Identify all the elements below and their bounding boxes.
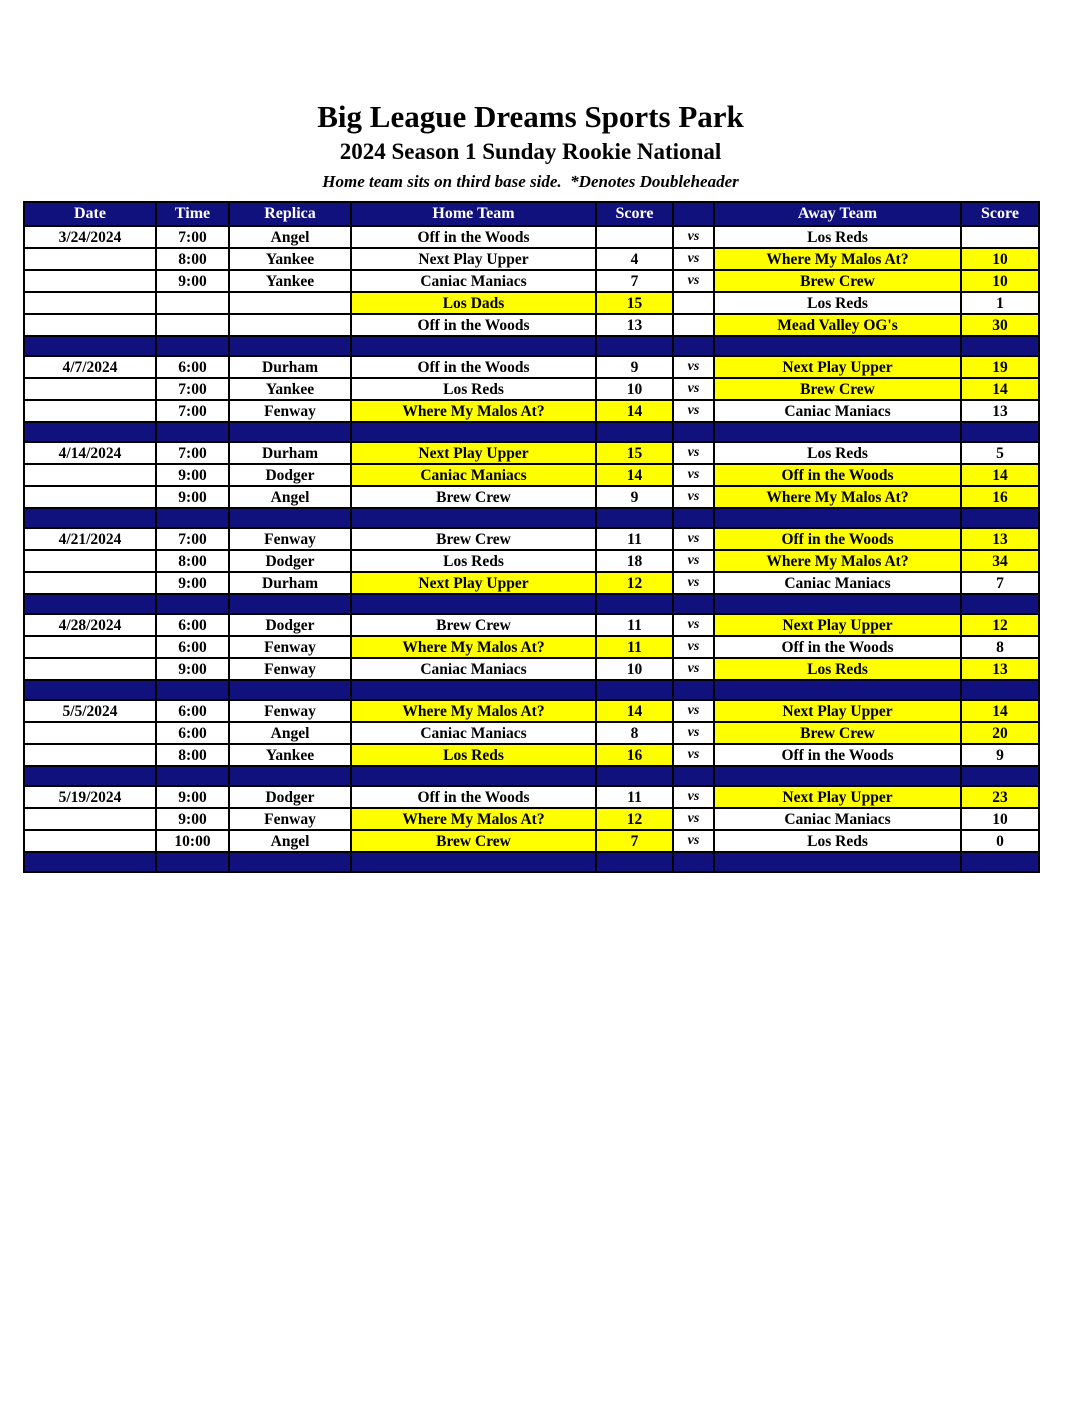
away-team-cell: Off in the Woods [714,636,961,658]
separator-cell [961,680,1039,700]
date-cell: 3/24/2024 [24,226,156,248]
header-row [24,202,1039,226]
vs-cell: vs [673,614,714,636]
away-team-cell: Mead Valley OG's [714,314,961,336]
home-team-cell: Caniac Maniacs [351,658,596,680]
game-row [24,614,1039,636]
replica-cell: Dodger [229,786,351,808]
home-score-cell: 10 [596,378,673,400]
separator-cell [351,336,596,356]
home-score-cell: 10 [596,658,673,680]
away-team-cell: Next Play Upper [714,700,961,722]
away-team-cell: Where My Malos At? [714,486,961,508]
away-score-cell: 7 [961,572,1039,594]
away-score-cell: 13 [961,658,1039,680]
date-cell [24,658,156,680]
separator-cell [714,422,961,442]
home-team-cell: Brew Crew [351,614,596,636]
time-cell: 8:00 [156,550,229,572]
header-time: Time [156,202,229,226]
time-cell: 9:00 [156,572,229,594]
vs-cell: vs [673,830,714,852]
game-row [24,356,1039,378]
away-team-cell: Where My Malos At? [714,550,961,572]
date-cell [24,722,156,744]
date-cell: 5/5/2024 [24,700,156,722]
home-team-cell: Next Play Upper [351,248,596,270]
away-team-cell: Los Reds [714,292,961,314]
separator-cell [229,594,351,614]
date-cell [24,808,156,830]
game-row [24,722,1039,744]
time-cell: 6:00 [156,722,229,744]
separator-row [24,594,1039,614]
page-title: Big League Dreams Sports Park [317,99,744,134]
separator-cell [229,508,351,528]
separator-row [24,766,1039,786]
separator-cell [714,336,961,356]
time-cell: 6:00 [156,700,229,722]
away-score-cell: 0 [961,830,1039,852]
separator-cell [156,852,229,872]
separator-cell [714,594,961,614]
home-score-cell: 14 [596,700,673,722]
replica-cell: Fenway [229,808,351,830]
date-cell [24,292,156,314]
date-cell [24,550,156,572]
replica-cell: Angel [229,486,351,508]
separator-cell [156,766,229,786]
time-cell [156,314,229,336]
separator-cell [961,336,1039,356]
away-score-cell: 8 [961,636,1039,658]
time-cell: 7:00 [156,528,229,550]
separator-cell [961,766,1039,786]
home-team-cell: Off in the Woods [351,786,596,808]
vs-cell: vs [673,464,714,486]
replica-cell: Durham [229,356,351,378]
away-score-cell: 30 [961,314,1039,336]
away-team-cell: Los Reds [714,830,961,852]
date-cell [24,378,156,400]
separator-cell [24,422,156,442]
date-cell [24,314,156,336]
separator-cell [156,336,229,356]
time-cell: 7:00 [156,378,229,400]
home-score-cell: 11 [596,786,673,808]
time-cell: 7:00 [156,226,229,248]
separator-cell [351,766,596,786]
separator-cell [24,508,156,528]
header-home-score: Score [596,202,673,226]
time-cell: 8:00 [156,744,229,766]
time-cell: 9:00 [156,486,229,508]
date-cell [24,572,156,594]
vs-cell: vs [673,486,714,508]
game-row [24,572,1039,594]
vs-cell: vs [673,636,714,658]
away-team-cell: Off in the Woods [714,528,961,550]
vs-cell: vs [673,700,714,722]
vs-cell: vs [673,786,714,808]
header-away-score: Score [961,202,1039,226]
home-team-cell: Brew Crew [351,528,596,550]
separator-cell [351,508,596,528]
away-team-cell: Next Play Upper [714,356,961,378]
date-cell [24,486,156,508]
home-team-cell: Off in the Woods [351,314,596,336]
time-cell: 6:00 [156,614,229,636]
away-score-cell: 10 [961,270,1039,292]
home-score-cell: 12 [596,808,673,830]
home-team-cell: Los Reds [351,550,596,572]
time-cell: 8:00 [156,248,229,270]
separator-cell [961,852,1039,872]
separator-cell [24,680,156,700]
home-team-cell: Los Reds [351,378,596,400]
away-score-cell: 10 [961,808,1039,830]
time-cell [156,292,229,314]
away-team-cell: Brew Crew [714,270,961,292]
away-team-cell: Caniac Maniacs [714,572,961,594]
game-row [24,248,1039,270]
separator-cell [673,766,714,786]
away-team-cell: Where My Malos At? [714,248,961,270]
vs-cell [673,314,714,336]
home-score-cell: 13 [596,314,673,336]
date-cell [24,270,156,292]
vs-cell: vs [673,248,714,270]
separator-cell [24,852,156,872]
game-row [24,830,1039,852]
home-score-cell: 11 [596,636,673,658]
away-score-cell: 34 [961,550,1039,572]
replica-cell: Angel [229,830,351,852]
home-team-cell: Caniac Maniacs [351,464,596,486]
away-score-cell: 14 [961,700,1039,722]
home-team-cell: Where My Malos At? [351,400,596,422]
separator-cell [351,422,596,442]
title-block [23,0,1038,192]
separator-cell [24,336,156,356]
header-replica: Replica [229,202,351,226]
game-row [24,270,1039,292]
home-score-cell [596,226,673,248]
replica-cell: Dodger [229,464,351,486]
replica-cell: Yankee [229,248,351,270]
replica-cell: Fenway [229,658,351,680]
separator-cell [229,680,351,700]
vs-cell: vs [673,658,714,680]
header-home-team: Home Team [351,202,596,226]
home-team-cell: Caniac Maniacs [351,722,596,744]
separator-cell [229,336,351,356]
away-score-cell: 9 [961,744,1039,766]
separator-cell [351,852,596,872]
replica-cell: Yankee [229,378,351,400]
away-team-cell: Next Play Upper [714,614,961,636]
separator-cell [714,852,961,872]
home-score-cell: 9 [596,356,673,378]
replica-cell [229,292,351,314]
header-date: Date [24,202,156,226]
home-score-cell: 14 [596,400,673,422]
home-team-cell: Off in the Woods [351,226,596,248]
time-cell: 9:00 [156,808,229,830]
vs-cell: vs [673,270,714,292]
separator-cell [673,594,714,614]
date-cell: 4/7/2024 [24,356,156,378]
time-cell: 9:00 [156,786,229,808]
separator-cell [351,594,596,614]
away-team-cell: Caniac Maniacs [714,808,961,830]
game-row [24,400,1039,422]
replica-cell [229,314,351,336]
separator-cell [596,336,673,356]
home-score-cell: 8 [596,722,673,744]
date-cell [24,464,156,486]
separator-cell [714,766,961,786]
home-team-note: Home team sits on third base side. *Denotes Doubleheader [322,171,739,191]
game-row [24,786,1039,808]
separator-cell [596,508,673,528]
separator-cell [229,852,351,872]
vs-cell: vs [673,572,714,594]
home-score-cell: 18 [596,550,673,572]
vs-cell: vs [673,550,714,572]
replica-cell: Dodger [229,614,351,636]
home-team-cell: Brew Crew [351,830,596,852]
away-team-cell: Brew Crew [714,378,961,400]
separator-row [24,422,1039,442]
game-row [24,744,1039,766]
replica-cell: Yankee [229,270,351,292]
game-row [24,292,1039,314]
home-team-cell: Los Reds [351,744,596,766]
away-score-cell: 10 [961,248,1039,270]
game-row [24,378,1039,400]
vs-cell: vs [673,442,714,464]
vs-cell: vs [673,722,714,744]
home-score-cell: 16 [596,744,673,766]
separator-cell [229,766,351,786]
separator-row [24,508,1039,528]
home-score-cell: 12 [596,572,673,594]
away-team-cell: Los Reds [714,658,961,680]
away-team-cell: Caniac Maniacs [714,400,961,422]
separator-cell [961,422,1039,442]
home-team-cell: Brew Crew [351,486,596,508]
separator-cell [673,852,714,872]
game-row [24,528,1039,550]
away-score-cell: 20 [961,722,1039,744]
date-cell [24,248,156,270]
time-cell: 6:00 [156,356,229,378]
away-team-cell: Off in the Woods [714,744,961,766]
time-cell: 7:00 [156,400,229,422]
home-score-cell: 15 [596,292,673,314]
vs-cell: vs [673,528,714,550]
game-row [24,226,1039,248]
game-row [24,314,1039,336]
date-cell [24,744,156,766]
game-row [24,700,1039,722]
schedule-table [23,201,1040,873]
separator-cell [156,680,229,700]
home-team-cell: Next Play Upper [351,442,596,464]
home-score-cell: 11 [596,614,673,636]
home-score-cell: 9 [596,486,673,508]
replica-cell: Angel [229,722,351,744]
away-score-cell: 14 [961,378,1039,400]
separator-cell [673,508,714,528]
separator-row [24,680,1039,700]
separator-cell [596,680,673,700]
separator-row [24,852,1039,872]
home-team-cell: Off in the Woods [351,356,596,378]
home-team-cell: Where My Malos At? [351,808,596,830]
away-score-cell [961,226,1039,248]
separator-cell [24,594,156,614]
home-team-cell: Los Dads [351,292,596,314]
away-score-cell: 16 [961,486,1039,508]
vs-cell: vs [673,744,714,766]
separator-cell [351,680,596,700]
time-cell: 7:00 [156,442,229,464]
home-score-cell: 14 [596,464,673,486]
replica-cell: Dodger [229,550,351,572]
separator-cell [673,336,714,356]
separator-cell [156,594,229,614]
date-cell [24,636,156,658]
away-score-cell: 1 [961,292,1039,314]
replica-cell: Durham [229,572,351,594]
separator-cell [961,594,1039,614]
home-score-cell: 7 [596,830,673,852]
header-vs [673,202,714,226]
vs-cell: vs [673,356,714,378]
replica-cell: Fenway [229,528,351,550]
date-cell: 4/28/2024 [24,614,156,636]
replica-cell: Durham [229,442,351,464]
away-team-cell: Off in the Woods [714,464,961,486]
home-team-cell: Where My Malos At? [351,700,596,722]
away-score-cell: 23 [961,786,1039,808]
page-subtitle: 2024 Season 1 Sunday Rookie National [339,139,722,165]
date-cell [24,400,156,422]
away-team-cell: Brew Crew [714,722,961,744]
separator-cell [596,594,673,614]
date-cell: 4/14/2024 [24,442,156,464]
home-team-cell: Next Play Upper [351,572,596,594]
away-score-cell: 13 [961,400,1039,422]
separator-cell [673,422,714,442]
game-row [24,486,1039,508]
vs-cell: vs [673,400,714,422]
away-team-cell: Next Play Upper [714,786,961,808]
time-cell: 6:00 [156,636,229,658]
replica-cell: Fenway [229,400,351,422]
away-team-cell: Los Reds [714,442,961,464]
away-score-cell: 14 [961,464,1039,486]
separator-cell [596,852,673,872]
game-row [24,808,1039,830]
separator-cell [229,422,351,442]
home-score-cell: 15 [596,442,673,464]
date-cell: 5/19/2024 [24,786,156,808]
separator-cell [714,508,961,528]
time-cell: 9:00 [156,658,229,680]
away-team-cell: Los Reds [714,226,961,248]
schedule-table-body [24,226,1039,872]
header-away-team: Away Team [714,202,961,226]
date-cell: 4/21/2024 [24,528,156,550]
away-score-cell: 12 [961,614,1039,636]
separator-cell [961,508,1039,528]
game-row [24,658,1039,680]
vs-cell: vs [673,226,714,248]
date-cell [24,830,156,852]
time-cell: 9:00 [156,464,229,486]
separator-cell [156,508,229,528]
home-score-cell: 7 [596,270,673,292]
home-team-cell: Where My Malos At? [351,636,596,658]
home-team-cell: Caniac Maniacs [351,270,596,292]
away-score-cell: 19 [961,356,1039,378]
vs-cell [673,292,714,314]
game-row [24,636,1039,658]
time-cell: 9:00 [156,270,229,292]
replica-cell: Angel [229,226,351,248]
separator-cell [596,422,673,442]
vs-cell: vs [673,378,714,400]
game-row [24,442,1039,464]
time-cell: 10:00 [156,830,229,852]
separator-cell [156,422,229,442]
away-score-cell: 5 [961,442,1039,464]
replica-cell: Yankee [229,744,351,766]
separator-cell [24,766,156,786]
separator-cell [714,680,961,700]
game-row [24,550,1039,572]
separator-row [24,336,1039,356]
home-score-cell: 11 [596,528,673,550]
separator-cell [673,680,714,700]
home-score-cell: 4 [596,248,673,270]
replica-cell: Fenway [229,636,351,658]
away-score-cell: 13 [961,528,1039,550]
game-row [24,464,1039,486]
separator-cell [596,766,673,786]
replica-cell: Fenway [229,700,351,722]
vs-cell: vs [673,808,714,830]
